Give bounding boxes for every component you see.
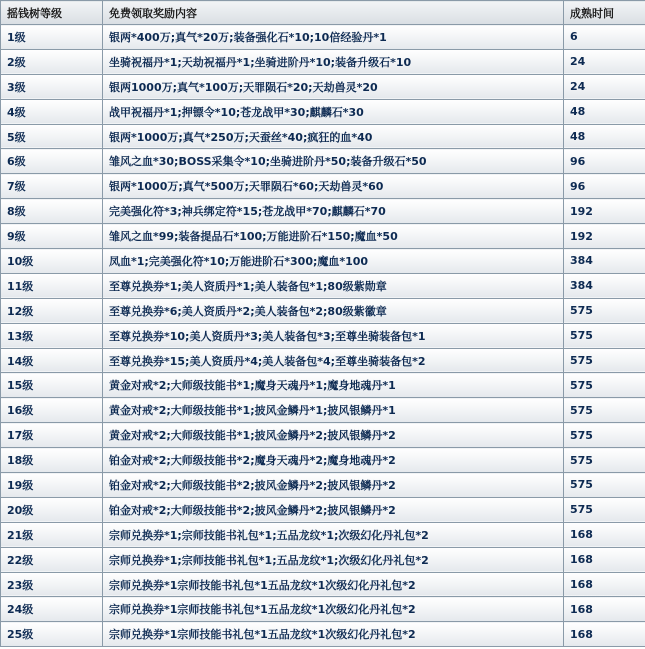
column-header-mature-time: 成熟时间 [564, 1, 645, 25]
table-row [1, 448, 645, 473]
level-cell: 15级 [1, 373, 103, 398]
table-header-row [1, 1, 645, 25]
mature-time-cell: 575 [564, 448, 645, 473]
mature-time-cell: 575 [564, 497, 645, 522]
mature-time-cell: 575 [564, 323, 645, 348]
level-cell: 24级 [1, 597, 103, 622]
reward-content-cell: 银两*1000万;真气*250万;天蚕丝*40;疯狂的血*40 [103, 124, 564, 149]
mature-time-cell: 48 [564, 124, 645, 149]
mature-time-cell: 192 [564, 199, 645, 224]
table-row [1, 423, 645, 448]
reward-content-cell: 坐骑祝福丹*1;天劫祝福丹*1;坐骑进阶丹*10;装备升级石*10 [103, 49, 564, 74]
reward-content-cell: 铂金对戒*2;大师级技能书*2;披风金鳞丹*2;披风银鳞丹*2 [103, 473, 564, 498]
reward-content-cell: 银两1000万;真气*100万;天罪陨石*20;天劫兽灵*20 [103, 74, 564, 99]
level-cell: 6级 [1, 149, 103, 174]
level-cell: 20级 [1, 497, 103, 522]
reward-content-cell: 至尊兑换券*6;美人资质丹*2;美人装备包*2;80级紫徽章 [103, 298, 564, 323]
level-cell: 22级 [1, 547, 103, 572]
reward-content-cell: 铂金对戒*2;大师级技能书*2;魔身天魂丹*2;魔身地魂丹*2 [103, 448, 564, 473]
mature-time-cell: 575 [564, 473, 645, 498]
table-row [1, 249, 645, 274]
mature-time-cell: 384 [564, 273, 645, 298]
mature-time-cell: 48 [564, 99, 645, 124]
table-row [1, 522, 645, 547]
level-cell: 11级 [1, 273, 103, 298]
table-row [1, 124, 645, 149]
level-cell: 9级 [1, 224, 103, 249]
mature-time-cell: 168 [564, 572, 645, 597]
table-row [1, 149, 645, 174]
table-body [1, 25, 645, 647]
mature-time-cell: 96 [564, 149, 645, 174]
table-row [1, 74, 645, 99]
mature-time-cell: 575 [564, 373, 645, 398]
reward-content-cell: 宗师兑换券*1宗师技能书礼包*1五品龙纹*1次级幻化丹礼包*2 [103, 572, 564, 597]
table-row [1, 224, 645, 249]
level-cell: 18级 [1, 448, 103, 473]
mature-time-cell: 384 [564, 249, 645, 274]
level-cell: 3级 [1, 74, 103, 99]
level-cell: 1级 [1, 25, 103, 50]
mature-time-cell: 24 [564, 74, 645, 99]
level-cell: 21级 [1, 522, 103, 547]
table-row [1, 174, 645, 199]
level-cell: 2级 [1, 49, 103, 74]
level-cell: 13级 [1, 323, 103, 348]
table-row [1, 622, 645, 647]
table-row [1, 572, 645, 597]
table-row [1, 348, 645, 373]
table-row [1, 298, 645, 323]
mature-time-cell: 575 [564, 298, 645, 323]
mature-time-cell: 575 [564, 398, 645, 423]
table-row [1, 497, 645, 522]
reward-content-cell: 黄金对戒*2;大师级技能书*1;魔身天魂丹*1;魔身地魂丹*1 [103, 373, 564, 398]
level-cell: 10级 [1, 249, 103, 274]
reward-content-cell: 至尊兑换券*1;美人资质丹*1;美人装备包*1;80级紫勋章 [103, 273, 564, 298]
table-row [1, 398, 645, 423]
mature-time-cell: 575 [564, 348, 645, 373]
reward-content-cell: 宗师兑换券*1;宗师技能书礼包*1;五品龙纹*1;次级幻化丹礼包*2 [103, 522, 564, 547]
reward-content-cell: 至尊兑换券*15;美人资质丹*4;美人装备包*4;至尊坐骑装备包*2 [103, 348, 564, 373]
reward-content-cell: 宗师兑换券*1宗师技能书礼包*1五品龙纹*1次级幻化丹礼包*2 [103, 597, 564, 622]
table-row [1, 473, 645, 498]
table-row [1, 373, 645, 398]
column-header-rewards: 免费领取奖励内容 [103, 1, 564, 25]
table-row [1, 597, 645, 622]
mature-time-cell: 24 [564, 49, 645, 74]
reward-content-cell: 铂金对戒*2;大师级技能书*2;披风金鳞丹*2;披风银鳞丹*2 [103, 497, 564, 522]
table-row [1, 547, 645, 572]
table-row [1, 49, 645, 74]
reward-content-cell: 银两*400万;真气*20万;装备强化石*10;10倍经验丹*1 [103, 25, 564, 50]
mature-time-cell: 192 [564, 224, 645, 249]
table-row [1, 199, 645, 224]
table-row [1, 323, 645, 348]
reward-content-cell: 黄金对戒*2;大师级技能书*1;披风金鳞丹*2;披风银鳞丹*2 [103, 423, 564, 448]
level-cell: 12级 [1, 298, 103, 323]
table-row [1, 25, 645, 50]
mature-time-cell: 96 [564, 174, 645, 199]
reward-content-cell: 宗师兑换券*1宗师技能书礼包*1五品龙纹*1次级幻化丹礼包*2 [103, 622, 564, 647]
reward-content-cell: 黄金对戒*2;大师级技能书*1;披风金鳞丹*1;披风银鳞丹*1 [103, 398, 564, 423]
mature-time-cell: 168 [564, 547, 645, 572]
reward-content-cell: 银两*1000万;真气*500万;天罪陨石*60;天劫兽灵*60 [103, 174, 564, 199]
mature-time-cell: 575 [564, 423, 645, 448]
level-cell: 7级 [1, 174, 103, 199]
level-cell: 23级 [1, 572, 103, 597]
reward-content-cell: 雏风之血*99;装备提品石*100;万能进阶石*150;魔血*50 [103, 224, 564, 249]
mature-time-cell: 168 [564, 597, 645, 622]
reward-content-cell: 凤血*1;完美强化符*10;万能进阶石*300;魔血*100 [103, 249, 564, 274]
level-cell: 25级 [1, 622, 103, 647]
table-row [1, 273, 645, 298]
level-cell: 14级 [1, 348, 103, 373]
reward-content-cell: 雏风之血*30;BOSS采集令*10;坐骑进阶丹*50;装备升级石*50 [103, 149, 564, 174]
column-header-level: 摇钱树等级 [1, 1, 103, 25]
level-cell: 19级 [1, 473, 103, 498]
table-row [1, 99, 645, 124]
reward-content-cell: 宗师兑换券*1;宗师技能书礼包*1;五品龙纹*1;次级幻化丹礼包*2 [103, 547, 564, 572]
level-cell: 16级 [1, 398, 103, 423]
reward-content-cell: 战甲祝福丹*1;押镖令*10;苍龙战甲*30;麒麟石*30 [103, 99, 564, 124]
level-cell: 17级 [1, 423, 103, 448]
level-cell: 8级 [1, 199, 103, 224]
reward-content-cell: 完美强化符*3;神兵绑定符*15;苍龙战甲*70;麒麟石*70 [103, 199, 564, 224]
level-cell: 4级 [1, 99, 103, 124]
level-cell: 5级 [1, 124, 103, 149]
mature-time-cell: 168 [564, 622, 645, 647]
mature-time-cell: 168 [564, 522, 645, 547]
mature-time-cell: 6 [564, 25, 645, 50]
reward-content-cell: 至尊兑换券*10;美人资质丹*3;美人装备包*3;至尊坐骑装备包*1 [103, 323, 564, 348]
